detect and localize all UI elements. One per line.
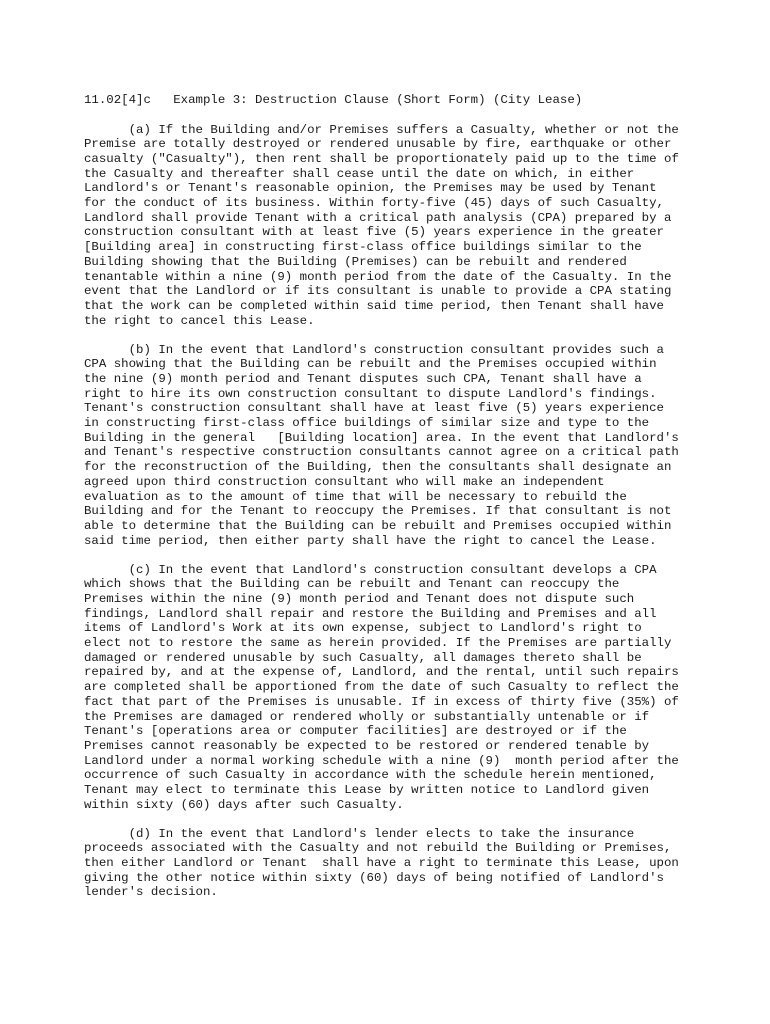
paragraph-line: for the conduct of its business. Within forty-five (45) days of such Casualty, — [84, 196, 664, 210]
paragraph-line: the Casualty and thereafter shall cease until the date on which, in either — [84, 166, 635, 181]
paragraph-line: CPA showing that the Building can be rebuilt and the Premises occupied within — [84, 357, 657, 372]
paragraph-line: [Building area] in constructing first-class office buildings similar to the — [84, 240, 642, 255]
paragraph-line: Building in the general [Building location] area. In the event that Landlord's — [84, 430, 679, 445]
paragraph-line: event that the Landlord or if its consultant is unable to provide a CPA stating — [84, 284, 672, 299]
paragraph-line: occurrence of such Casualty in accordance with the schedule herein mentioned, — [84, 768, 657, 783]
paragraph-line: in constructing first-class office buildings of similar size and type to the — [84, 416, 650, 430]
paragraph-line: said time period, then either party shall have the right to cancel the Lease. — [84, 533, 657, 548]
paragraph-line: which shows that the Building can be rebuilt and Tenant can reoccupy the — [84, 577, 620, 592]
paragraph-line: agreed upon third construction consultant who will make an independent — [84, 474, 605, 489]
paragraph-line: that the work can be completed within said time period, then Tenant shall have — [84, 298, 664, 313]
paragraph-line: right to hire its own construction consultant to dispute Landlord's findings. — [84, 386, 657, 401]
paragraph-line: items of Landlord's Work at its own expense, subject to Landlord's right to — [84, 621, 642, 636]
paragraph-line: Premises within the nine (9) month period and Tenant does not dispute such — [84, 591, 635, 606]
paragraph-line: (a) If the Building and/or Premises suffers a Casualty, whether or not the — [84, 122, 679, 137]
paragraph-line: construction consultant with at least five (5) years experience in the greater — [84, 225, 664, 240]
paragraph-line: Tenant may elect to terminate this Lease by written notice to Landlord given — [84, 783, 650, 797]
paragraph-line: lender's decision. — [84, 885, 218, 900]
paragraph-line: evaluation as to the amount of time that will be necessary to rebuild the — [84, 489, 627, 504]
paragraph-line: Landlord under a normal working schedule with a nine (9) month period after the — [84, 753, 679, 768]
paragraph-line: the nine (9) month period and Tenant disputes such CPA, Tenant shall have a — [84, 371, 642, 386]
paragraph-line: are completed shall be apportioned from the date of such Casualty to reflect the — [84, 680, 679, 695]
paragraph-line: Tenant's construction consultant shall have at least five (5) years experience — [84, 401, 664, 416]
paragraph-line: able to determine that the Building can be rebuilt and Premises occupied within — [84, 518, 672, 533]
paragraph-line: for the reconstruction of the Building, then the consultants shall designate an — [84, 460, 672, 475]
paragraph-line: then either Landlord or Tenant shall have a right to terminate this Lease, upon — [84, 855, 679, 870]
document-heading: 11.02[4]c Example 3: Destruction Clause (Short Form) (City Lease) — [84, 93, 583, 107]
paragraph-line: findings, Landlord shall repair and restore the Building and Premises and all — [84, 606, 657, 621]
paragraph-line: elect not to restore the same as herein provided. If the Premises are partially — [84, 636, 672, 650]
paragraph-line: casualty ("Casualty"), then rent shall be proportionately paid up to the time of — [84, 151, 679, 166]
paragraph-line: (c) In the event that Landlord's construction consultant develops a CPA — [84, 562, 657, 577]
paragraph-line: (b) In the event that Landlord's construction consultant provides such a — [84, 342, 664, 357]
paragraph-line: and Tenant's respective construction consultants cannot agree on a critical path — [84, 445, 679, 460]
paragraph-line: Premises cannot reasonably be expected to be restored or rendered tenable by — [84, 738, 650, 753]
paragraph-line: giving the other notice within sixty (60) days of being notified of Landlord's — [84, 870, 664, 885]
paragraph-line: damaged or rendered unusable by such Casualty, all damages thereto shall be — [84, 650, 642, 665]
paragraph-line: the Premises are damaged or rendered wholly or substantially untenable or if — [84, 709, 650, 724]
paragraph-line: Landlord's or Tenant's reasonable opinion, the Premises may be used by Tenant — [84, 181, 657, 196]
paragraph-line: fact that part of the Premises is unusable. If in excess of thirty five (35%) of — [84, 694, 679, 709]
paragraph-line: repaired by, and at the expense of, Landlord, and the rental, until such repairs — [84, 665, 679, 680]
paragraph-line: Building and for the Tenant to reoccupy the Premises. If that consultant is not — [84, 504, 672, 519]
paragraph-line: Premise are totally destroyed or rendered unusable by fire, earthquake or other — [84, 137, 672, 152]
paragraph-line: Building showing that the Building (Premises) can be rebuilt and rendered — [84, 254, 627, 269]
paragraph-line: within sixty (60) days after such Casualty. — [84, 797, 404, 812]
paragraph-line: Landlord shall provide Tenant with a critical path analysis (CPA) prepared by a — [84, 210, 672, 225]
paragraph-line: (d) In the event that Landlord's lender elects to take the insurance — [84, 826, 635, 841]
paragraph-line: the right to cancel this Lease. — [84, 313, 315, 328]
paragraph-line: tenantable within a nine (9) month period from the date of the Casualty. In the — [84, 269, 672, 284]
paragraph-line: Tenant's [operations area or computer facilities] are destroyed or if the — [84, 724, 627, 739]
paragraph-line: proceeds associated with the Casualty and not rebuild the Building or Premises, — [84, 841, 672, 856]
